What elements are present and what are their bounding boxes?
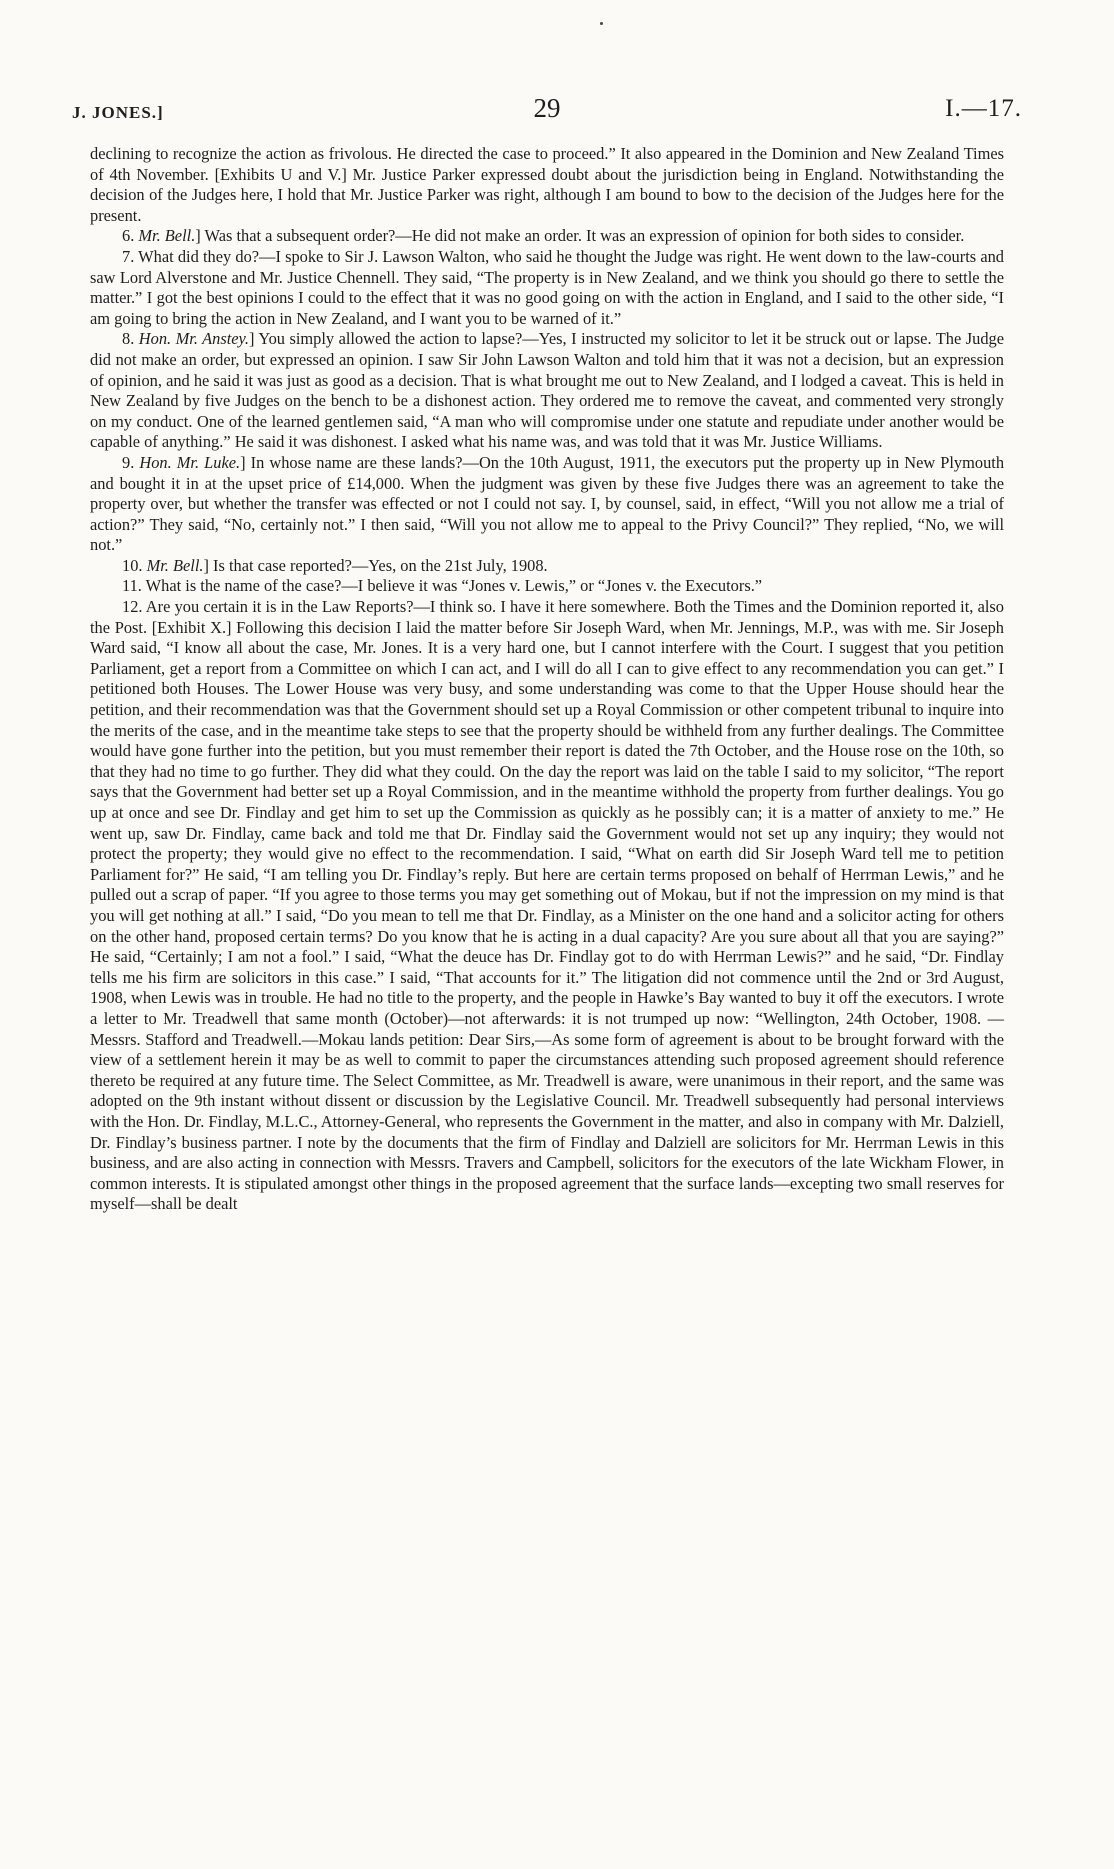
paragraph-text: declining to recognize the action as frivolous. He directed the case to proceed.” It also appeared in the Dominion and New Zealand Times of 4th November. [Exhibits U and V.] Mr. Justice Parker expressed doubt about the jurisdiction being in England. Notwithstanding the decision of the Judges here, I hold that Mr. Justice Parker was right, although I am bound to bow to the decision of the Judges here for the present. xyxy=(90,144,1004,225)
paragraph xyxy=(90,597,1004,1215)
page-header xyxy=(72,93,1022,133)
ink-speck xyxy=(600,22,603,25)
paragraph xyxy=(90,247,1004,329)
paragraph xyxy=(90,556,1004,577)
speaker-name: Hon. Mr. Anstey. xyxy=(138,329,250,349)
paragraph-number: 9. xyxy=(122,452,140,472)
paragraph-text: 12. Are you certain it is in the Law Reports?—I think so. I have it here somewhere. Both the Times and the Dominion reported it, also the Post. [Exhibit X.] Following this decision I laid the matter before Sir Joseph Ward, when Mr. Jennings, M.P., was with me. Sir Joseph Ward said, “I know all about the case, Mr. Jones. It is a very hard one, but I cannot interfere with the Court. I suggest that you petition Parliament, get a report from a Committee on which I can act, and I will do all I can to give effect to any recommendation you can get.” I petitioned both Houses. The Lower House was very busy, and some understanding was come to that the Upper House should hear the petition, and their recommendation was that the Government should set up a Royal Commission or other competent tribunal to inquire into the merits of the case, and in the meantime take steps to see that the property should be withheld from any further dealings. The Committee would have gone further into the petition, but you must remember their report is dated the 7th October, and the House rose on the 10th, so that they had no time to go further. They did what they could. On the day the report was laid on the table I said to my solicitor, “The report says that the Government had better set up a Royal Commission, and in the meantime withhold the property from further dealings. You go up at once and see Dr. Findlay and get him to set up the Commission as quickly as he possibly can; it is a matter of anxiety to me.” He went up, saw Dr. Findlay, came back and told me that Dr. Findlay said the Government would not set up any inquiry; they would not protect the property; they would give no effect to the recommendation. I said, “What on earth did Sir Joseph Ward tell me to petition Parliament for?” He said, “I am telling you Dr. Findlay’s reply. But here are certain terms proposed on behalf of Herrman Lewis,” and he pulled out a scrap of paper. “If you agree to those terms you may get something out of Mokau, but if not the impression on my mind is that you will get nothing at all.” I said, “Do you mean to tell me that Dr. Findlay, as a Minister on the one hand and a solicitor acting for others on the other hand, proposed certain terms? Do you know that he is acting in a dual capacity? Are you sure about all that you are saying?” He said, “Certainly; I am not a fool.” I said, “What the deuce has Dr. Findlay got to do with Herrman Lewis?” and he said, “Dr. Findlay tells me his firm are solicitors in this case.” I said, “That accounts for it.” The litigation did not commence until the 2nd or 3rd August, 1908, when Lewis was in trouble. He had no title to the property, and the people in Hawke’s Bay wanted to buy it off the executors. I wrote a letter to Mr. Treadwell that same month (October)—not afterwards: it is not trumped up now: “Wellington, 24th October, 1908. —Messrs. Stafford and Treadwell.—Mokau lands petition: Dear Sirs,—As some form of agreement is about to be brought forward with the view of a settlement herein it may be as well to commit to paper the circumstances attending such proposed agreement should reference thereto be required at any future time. The Select Committee, as Mr. Treadwell is aware, were unanimous in their report, and the same was adopted on the 9th instant without dissent or discussion by the Legislative Council. Mr. Treadwell subsequently had personal interviews with the Hon. Dr. Findlay, M.L.C., Attorney-General, who represents the Government in the matter, and also in company with Mr. Dalziell, Dr. Findlay’s business partner. I note by the documents that the firm of Findlay and Dalziell are solicitors for Mr. Herrman Lewis in this business, and are also acting in connection with Messrs. Travers and Campbell, solicitors for the executors of the late Wickham Flower, in common interests. It is stipulated amongst other things in the proposed agreement that the surface lands—excepting two small reserves for myself—shall be dealt xyxy=(90,597,1005,1214)
paper-reference: I.—17. xyxy=(945,95,1022,122)
header-witness-name: J. JONES.] xyxy=(72,103,164,122)
paragraph-text: ] In whose name are these lands?—On the 10th August, 1911, the executors put the property up in New Plymouth and bought it in at the upset price of £14,000. When the judgment was given by these five Judges there was an agreement to take the property over, but whether the transfer was effected or not I could not say. I, by counsel, said, in effect, “Will you not allow me a trial of action?” They said, “No, certainly not.” I then said, “Will you not allow me to appeal to the Privy Council?” They replied, “No, we will not.” xyxy=(90,452,1005,555)
paragraph xyxy=(90,329,1004,453)
paragraph-number: 8. xyxy=(122,329,139,349)
paragraph-text: ] Was that a subsequent order?—He did not make an order. It was an expression of opinion for both sides to consider. xyxy=(195,226,965,246)
paragraph-text: 7. What did they do?—I spoke to Sir J. Lawson Walton, who said he thought the Judge was right. He went down to the law-courts and saw Lord Alverstone and Mr. Justice Chennell. They said, “The property is in New Zealand, and we think you should go there to settle the matter.” I got the best opinions I could to the effect that it was no good going on with the action in England, and I said to the other side, “I am going to bring the action in New Zealand, and I want you to be warned of it.” xyxy=(90,246,1004,328)
paragraph xyxy=(90,144,1004,226)
paragraph-number: 6. xyxy=(122,226,139,246)
paragraph-number: 10. xyxy=(122,555,147,575)
paragraph-text: 11. What is the name of the case?—I believe it was “Jones v. Lewis,” or “Jones v. the Executors.” xyxy=(122,576,763,596)
speaker-name: Mr. Bell. xyxy=(138,226,196,246)
page-number: 29 xyxy=(533,93,561,123)
speaker-name: Hon. Mr. Luke. xyxy=(139,452,241,472)
paragraph-text: ] You simply allowed the action to lapse?—Yes, I instructed my solicitor to let it be struck out or lapse. The Judge did not make an order, but expressed an opinion. I saw Sir John Lawson Walton and told him that it was not a decision, but an expression of opinion, and he said it was just as good as a decision. That is what brought me out to New Zealand, and I lodged a caveat. This is held in New Zealand by five Judges on the bench to be a dishonest action. They ordered me to remove the caveat, and commented very strongly on my conduct. One of the learned gentlemen said, “A man who will compromise under one statute and repudiate under another would be capable of anything.” He said it was dishonest. I asked what his name was, and was told that it was Mr. Justice Williams. xyxy=(90,329,1004,452)
paragraph xyxy=(90,453,1004,556)
document-body xyxy=(90,144,1004,1215)
paragraph-text: ] Is that case reported?—Yes, on the 21st July, 1908. xyxy=(203,555,548,575)
paragraph xyxy=(90,576,1004,597)
paragraph xyxy=(90,226,1004,247)
speaker-name: Mr. Bell. xyxy=(146,555,204,575)
